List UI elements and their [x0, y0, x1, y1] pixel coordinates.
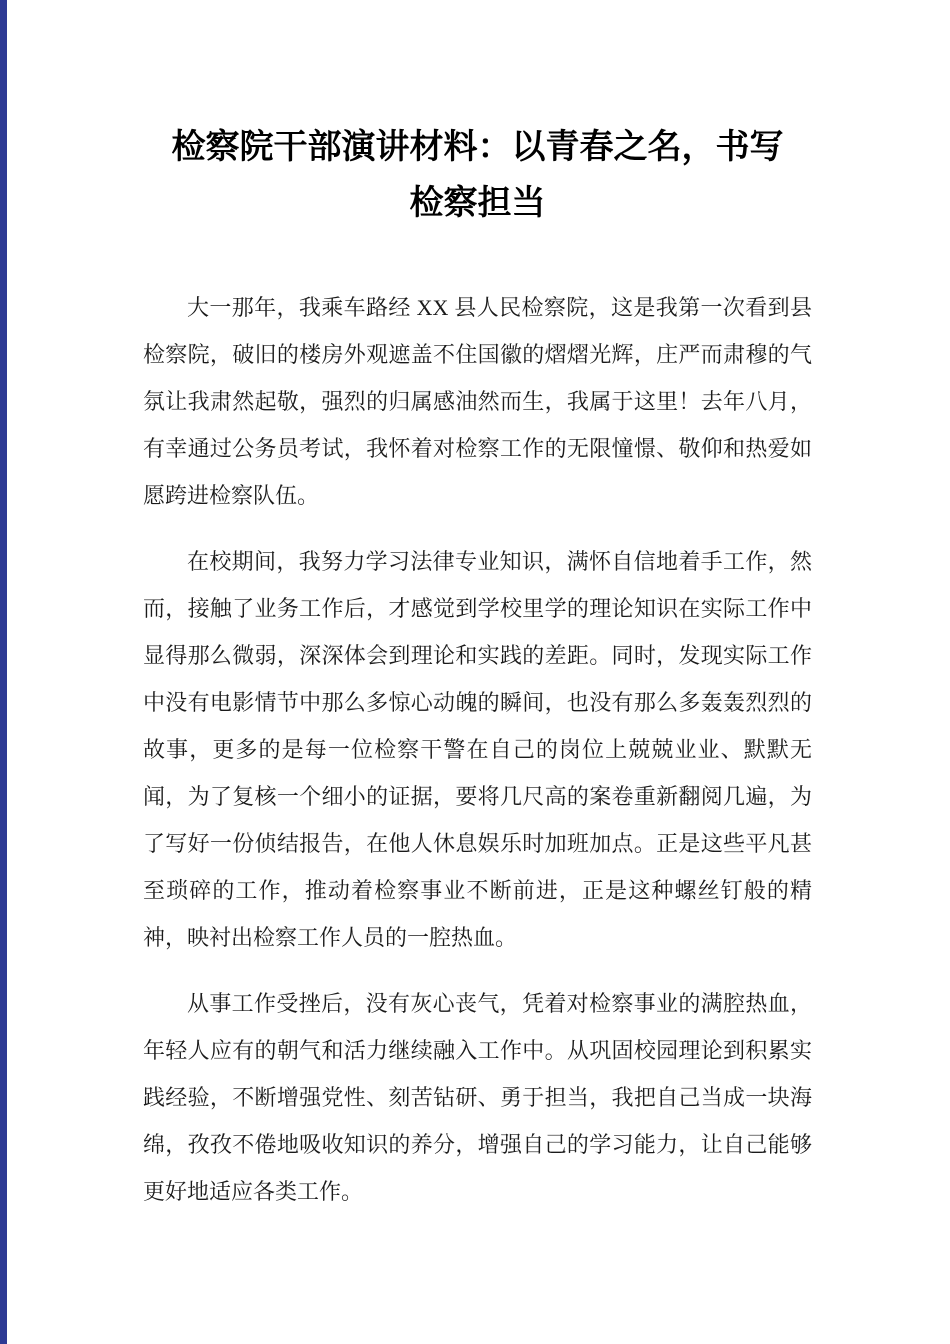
document-body — [143, 284, 812, 1215]
paragraph-3: 从事工作受挫后，没有灰心丧气，凭着对检察事业的满腔热血，年轻人应有的朝气和活力继续融入工作中。从巩固校园理论到积累实践经验，不断增强党性、刻苦钻研、勇于担当，我把自己当成一块海绵，孜孜不倦地吸收知识的养分，增强自己的学习能力，让自己能够更好地适应各类工作。 — [143, 991, 812, 1204]
paragraph-2: 在校期间，我努力学习法律专业知识，满怀自信地着手工作，然而，接触了业务工作后，才感觉到学校里学的理论知识在实际工作中显得那么微弱，深深体会到理论和实践的差距。同时，发现实际工作中没有电影情节中那么多惊心动魄的瞬间，也没有那么多轰轰烈烈的故事，更多的是每一位检察干警在自己的岗位上兢兢业业、默默无闻，为了复核一个细小的证据，要将几尺高的案卷重新翻阅几遍，为了写好一份侦结报告，在他人休息娱乐时加班加点。正是这些平凡甚至琐碎的工作，推动着检察事业不断前进，正是这种螺丝钉般的精神，映衬出检察工作人员的一腔热血。 — [143, 549, 812, 950]
left-accent-bar — [0, 0, 7, 1344]
paragraph-1: 大一那年，我乘车路经 XX 县人民检察院，这是我第一次看到县检察院，破旧的楼房外观遮盖不住国徽的熠熠光辉，庄严而肃穆的气氛让我肃然起敬，强烈的归属感油然而生，我属于这里！去年八月，有幸通过公务员考试，我怀着对检察工作的无限憧憬、敬仰和热爱如愿跨进检察队伍。 — [143, 295, 812, 508]
document-title: 检察院干部演讲材料：以青春之名，书写检察担当 — [171, 129, 784, 222]
